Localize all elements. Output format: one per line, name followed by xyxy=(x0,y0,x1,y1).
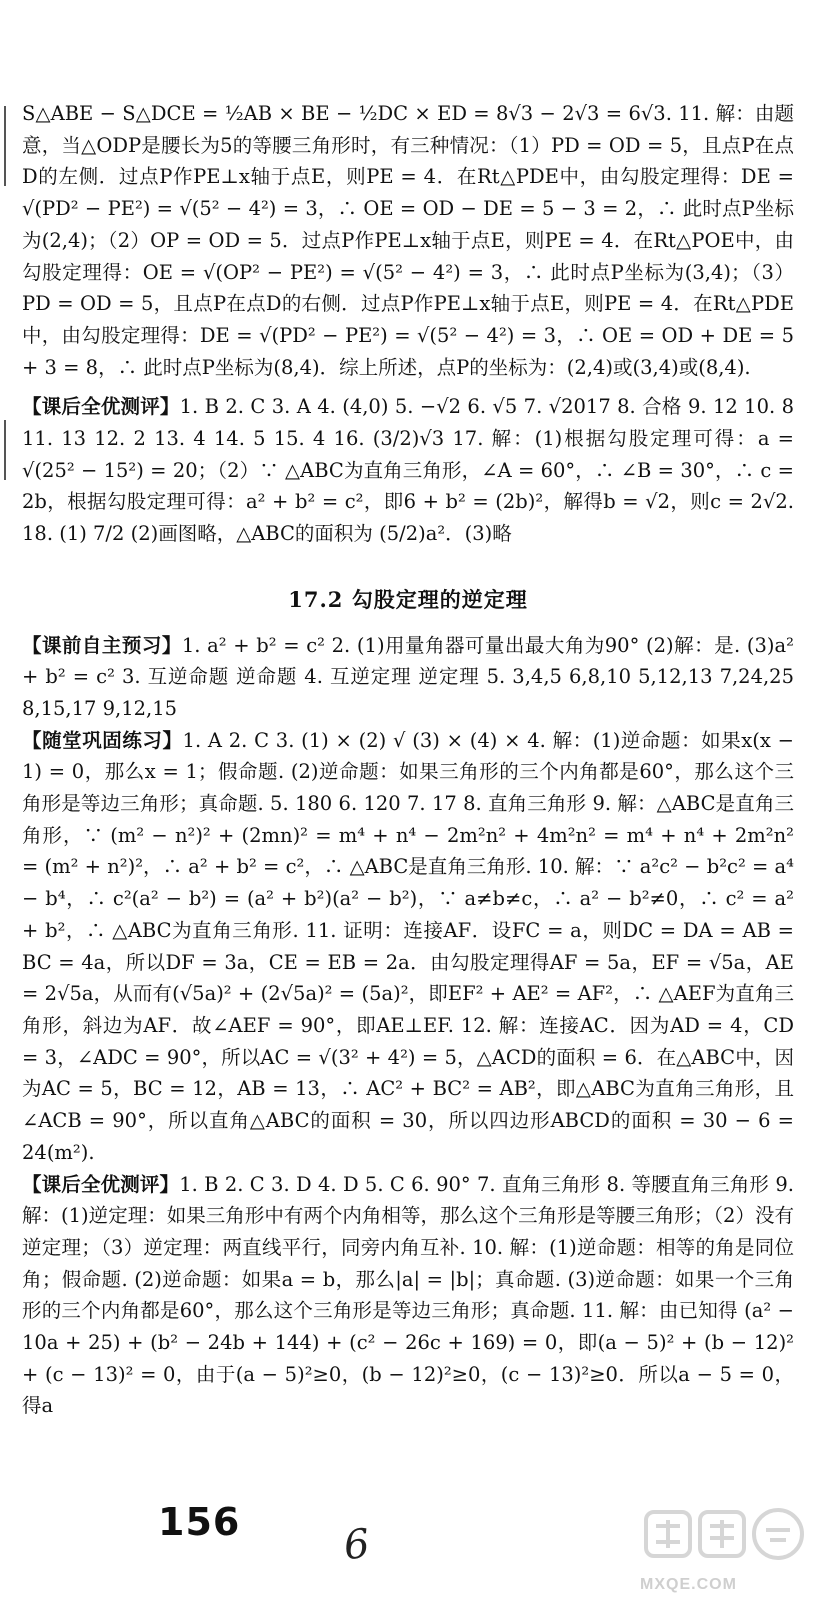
left-margin-mark xyxy=(4,420,6,480)
solution-paragraph: S△ABE − S△DCE = ½AB × BE − ½DC × ED = 8√3 − 2√3 = 6√3. 11. 解：由题意，当△ODP是腰长为5的等腰三角形时，有三种情况：（1）PD = OD = 5，且点P在点D的左侧．过点P作PE⊥x轴于点E，则PE = 4．在Rt△PDE中，由勾股定理得：DE = √(PD² − PE²) = √(5² − 4²) = 3，∴ OE = OD − DE = 5 − 3 = 2，∴ 此时点P坐标为(2,4)；（2）OP = OD = 5．过点P作PE⊥x轴于点E，则PE = 4．在Rt△POE中，由勾股定理得：OE = √(OP² − PE²) = √(5² − 4²) = 3，∴ 此时点P坐标为(3,4)；（3）PD = OD = 5，且点P在点D的右侧．过点P作PE⊥x轴于点E，则PE = 4．在Rt△PDE中，由勾股定理得：DE = √(PD² − PE²) = √(5² − 4²) = 3，∴ OE = OD + DE = 5 + 3 = 8，∴ 此时点P坐标为(8,4)．综上所述，点P的坐标为：(2,4)或(3,4)或(8,4). xyxy=(22,102,794,379)
after-class-answers-2 xyxy=(22,1169,794,1423)
answer-text: 1. B 2. C 3. D 4. D 5. C 6. 90° 7. 直角三角形 8. 等腰直角三角形 9. 解：(1)逆定理：如果三角形中有两个内角相等，那么这个三角形是等腰三角形；（2）没有逆定理；（3）逆定理：两直线平行，同旁内角互补. 10. 解：(1)逆命题：相等的角是同位角；假命题. (2)逆命题：如果a = b，那么|a| = |b|；真命题. (3)逆命题：如果一个三角形的三个内角都是60°，那么这个三角形是等边三角形；真命题. 11. 解：由已知得 (a² − 10a + 25) + (b² − 24b + 144) + (c² − 26c + 169) = 0，即(a − 5)² + (b − 12)² + (c − 13)² = 0，由于(a − 5)²≥0，(b − 12)²≥0，(c − 13)²≥0．所以a − 5 = 0，得a xyxy=(22,1172,794,1418)
answer-text: 1. a² + b² = c² 2. (1)用量角器可量出最大角为90° (2)解：是. (3)a² + b² = c² 3. 互逆命题 逆命题 4. 互逆定理 逆定理 5. 3,4,5 6,8,10 5,12,13 7,24,25 8,15,17 9,12,15 xyxy=(22,633,794,720)
after-class-answers xyxy=(22,391,794,550)
section-label: 【课后全优测评】 xyxy=(22,1172,180,1196)
section-label: 【课前自主预习】 xyxy=(22,633,182,657)
watermark-url: MXQE.COM xyxy=(640,1576,737,1593)
answer-text: 1. B 2. C 3. A 4. (4,0) 5. −√2 6. √5 7. √2017 8. 合格 9. 12 10. 8 11. 13 12. 2 13. 4 14. 5 15. 4 16. (3/2)√3 17. 解：(1)根据勾股定理可得：a = √(25² − 15²) = 20；（2）∵ △ABC为直角三角形，∠A = 60°，∴ ∠B = 30°，∴ c = 2b，根据勾股定理可得：a² + b² = c²，即6 + b² = (2b)²，解得b = √2，则c = 2√2. 18. (1) 7/2 (2)画图略，△ABC的面积为 (5/2)a²．(3)略 xyxy=(22,395,794,546)
answer-text: 1. A 2. C 3. (1) × (2) √ (3) × (4) × 4. 解：(1)逆命题：如果x(x − 1) = 0，那么x = 1；假命题. (2)逆命题：如果三角形的三个内角都是60°，那么这个三角形是等边三角形；真命题. 5. 180 6. 120 7. 17 8. 直角三角形 9. 解：△ABC是直角三角形，∵ (m² − n²)² + (2mn)² = m⁴ + n⁴ − 2m²n² + 4m²n² = m⁴ + n⁴ + 2m²n² = (m² + n²)²，∴ a² + b² = c²，∴ △ABC是直角三角形. 10. 解：∵ a²c² − b²c² = a⁴ − b⁴，∴ c²(a² − b²) = (a² + b²)(a² − b²)，∵ a≠b≠c，∴ a² − b²≠0，∴ c² = a² + b²，∴ △ABC为直角三角形. 11. 证明：连接AF．设FC = a，则DC = DA = AB = BC = 4a，所以DF = 3a，CE = EB = 2a．由勾股定理得AF = 5a，EF = √5a，AE = 2√5a，从而有(√5a)² + (2√5a)² = (5a)²，即EF² + AE² = AF²，∴ △AEF为直角三角形，斜边为AF．故∠AEF = 90°，即AE⊥EF. 12. 解：连接AC．因为AD = 4，CD = 3，∠ADC = 90°，所以AC = √(3² + 4²) = 5，△ACD的面积 = 6．在△ABC中，因为AC = 5，BC = 12，AB = 13，∴ AC² + BC² = AB²，即△ABC为直角三角形，且∠ACB = 90°，所以直角△ABC的面积 = 30，所以四边形ABCD的面积 = 30 − 6 = 24(m²). xyxy=(22,728,794,1164)
watermark-logo xyxy=(640,1502,808,1578)
section-title: 17.2 勾股定理的逆定理 xyxy=(288,586,528,612)
left-margin-mark xyxy=(4,106,6,186)
answer-column xyxy=(22,98,794,1422)
preview-answers xyxy=(22,630,794,725)
practice-answers xyxy=(22,725,794,1169)
section-label: 【随堂巩固练习】 xyxy=(22,728,183,752)
section-label: 【课后全优测评】 xyxy=(22,395,180,419)
handwritten-mark: 6 xyxy=(341,1520,372,1570)
page-number: 156 xyxy=(158,1500,241,1544)
